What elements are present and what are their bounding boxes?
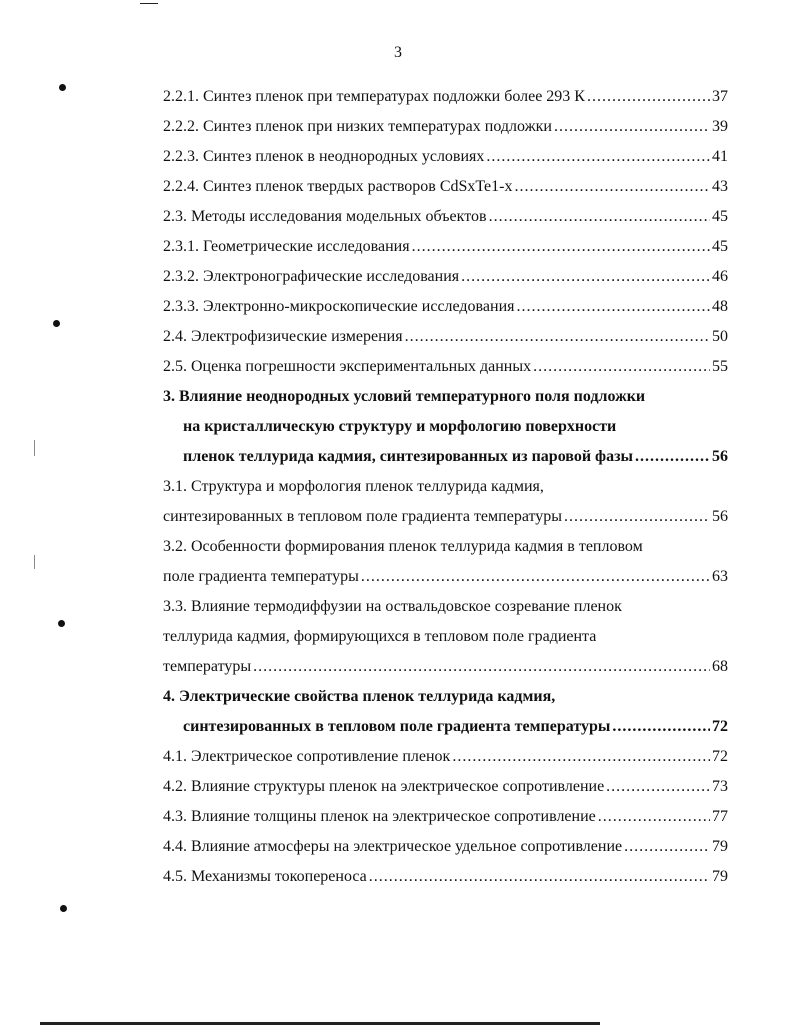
toc-entry: температуры ..... 68 — [163, 652, 728, 682]
punch-hole — [60, 905, 67, 912]
toc-entry: 4.5. Механизмы токопереноса ..... 79 — [163, 862, 728, 892]
page-number: 3 — [394, 44, 402, 61]
table-of-contents — [163, 82, 728, 892]
punch-hole — [58, 620, 65, 627]
margin-mark — [34, 440, 35, 456]
toc-entry: 2.2.1. Синтез пленок при температурах подложки более 293 К ..... 37 — [163, 82, 728, 112]
toc-entry: 2.2.2. Синтез пленок при низких температурах подложки ..... 39 — [163, 112, 728, 142]
toc-chapter-heading: на кристаллическую структуру и морфологию поверхности — [183, 418, 617, 435]
top-edge-line — [140, 3, 158, 4]
bottom-edge-line — [40, 1022, 600, 1025]
toc-chapter-heading: синтезированных в тепловом поле градиента температуры ..... 72 — [163, 712, 728, 742]
toc-entry: 2.3.3. Электронно-микроскопические исследования ..... 48 — [163, 292, 728, 322]
toc-entry: 4.1. Электрическое сопротивление пленок ..... 72 — [163, 742, 728, 772]
toc-entry: 4.2. Влияние структуры пленок на электрическое сопротивление ..... 73 — [163, 772, 728, 802]
toc-entry: 4.4. Влияние атмосферы на электрическое удельное сопротивление ..... 79 — [163, 832, 728, 862]
toc-entry: 3.1. Структура и морфология пленок теллурида кадмия, — [163, 478, 544, 495]
toc-entry: 2.3. Методы исследования модельных объектов ..... 45 — [163, 202, 728, 232]
toc-entry: синтезированных в тепловом поле градиента температуры ..... 56 — [163, 502, 728, 532]
toc-entry: 2.2.3. Синтез пленок в неоднородных условиях ..... 41 — [163, 142, 728, 172]
toc-entry: поле градиента температуры ..... 63 — [163, 562, 728, 592]
toc-entry: 3.3. Влияние термодиффузии на оствальдовское созревание пленок — [163, 598, 622, 615]
toc-entry: 2.5. Оценка погрешности экспериментальных данных ..... 55 — [163, 352, 728, 382]
toc-entry: 2.2.4. Синтез пленок твердых растворов CdSxTe1-x ..... 43 — [163, 172, 728, 202]
toc-chapter-heading: 3. Влияние неоднородных условий температурного поля подложки — [163, 388, 646, 405]
punch-hole — [53, 320, 60, 327]
toc-entry: 4.3. Влияние толщины пленок на электрическое сопротивление ..... 77 — [163, 802, 728, 832]
toc-chapter-heading: пленок теллурида кадмия, синтезированных из паровой фазы ..... 56 — [163, 442, 728, 472]
toc-entry: 2.3.1. Геометрические исследования ..... 45 — [163, 232, 728, 262]
toc-entry: 3.2. Особенности формирования пленок теллурида кадмия в тепловом — [163, 538, 643, 555]
margin-mark — [34, 555, 35, 569]
toc-entry: 2.4. Электрофизические измерения ..... 50 — [163, 322, 728, 352]
toc-entry: теллурида кадмия, формирующихся в тепловом поле градиента — [163, 628, 597, 645]
punch-hole — [59, 84, 66, 91]
toc-entry: 2.3.2. Электронографические исследования ..... 46 — [163, 262, 728, 292]
toc-chapter-heading: 4. Электрические свойства пленок теллурида кадмия, — [163, 688, 556, 705]
